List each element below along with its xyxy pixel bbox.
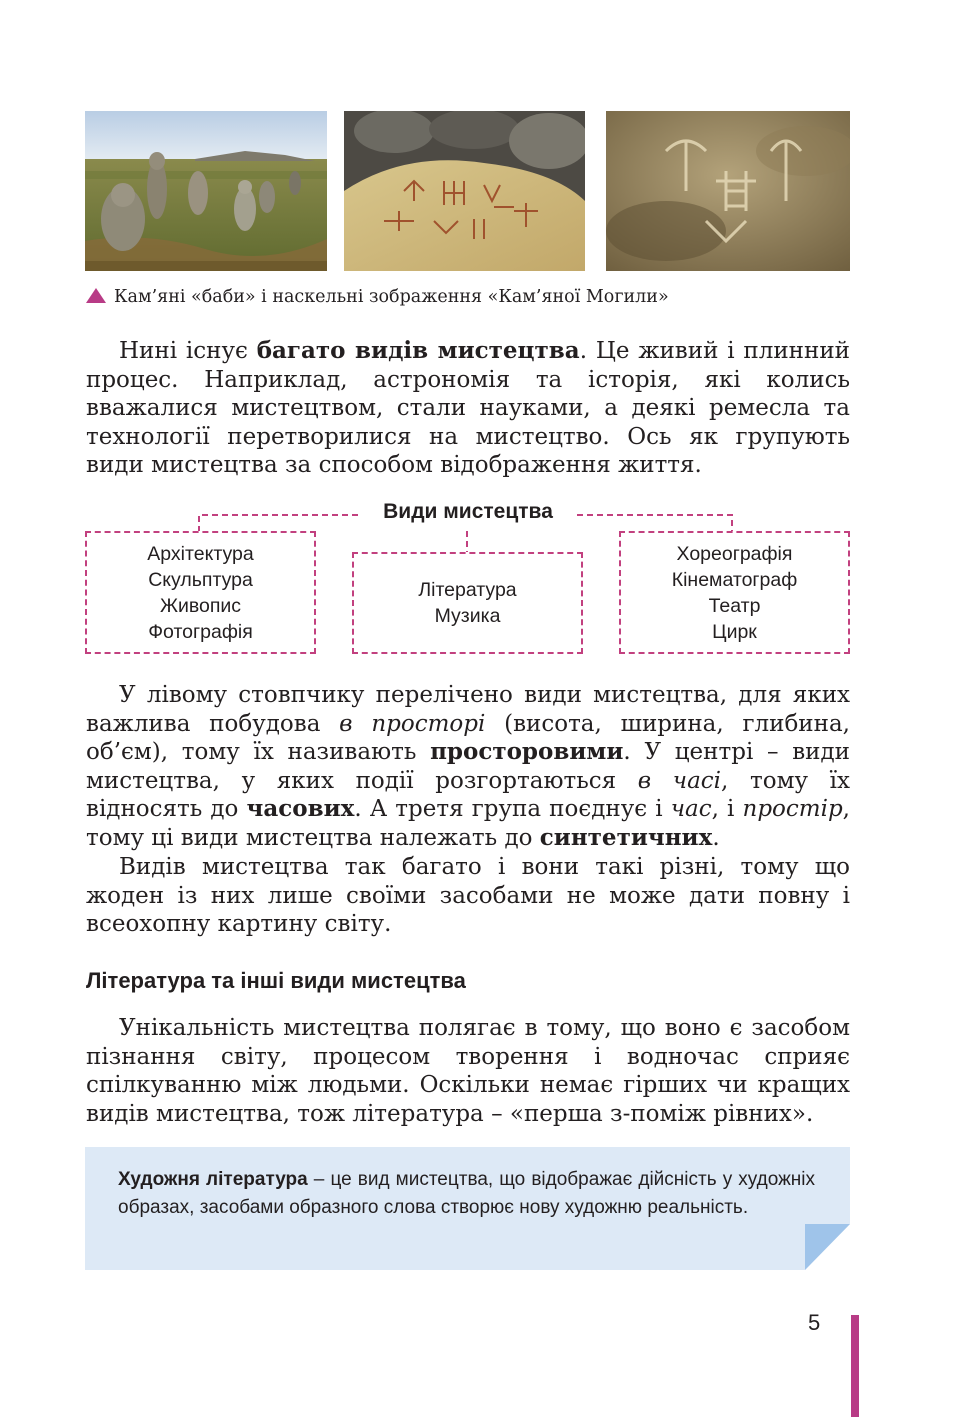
page-number: 5 bbox=[808, 1310, 821, 1335]
paragraph-2: У лівому стовпчику перелічено види мистецтва, для яких важлива побудова в просторі (висота, ширина, глибина, об’єм), тому їх називають просторовими. У центрі – види мистецтва, у яких події розгортаються в часі, тому їх відносять до часових. А третя група поєднує і час, і простір, тому ці види мистецтва належать до синтетичних. bbox=[86, 682, 850, 851]
spatial-arts-box bbox=[85, 531, 316, 654]
list-item: Театр bbox=[708, 594, 761, 617]
paragraph-3: Видів мистецтва так багато і вони такі різні, тому що жоден із них лише своїми засобами не може дати повну і всеохопну картину світу. bbox=[86, 854, 850, 938]
definition-text: Художня література – це вид мистецтва, що відображає дійсність у художніх образах, засобами образного слова створює нову художню реальність. bbox=[118, 1169, 816, 1218]
caption-text: Кам’яні «баби» і наскельні зображення «Кам’яної Могили» bbox=[114, 287, 669, 307]
list-item: Музика bbox=[434, 605, 501, 627]
list-item: Архітектура bbox=[147, 542, 254, 565]
diagram-title: Види мистецтва bbox=[383, 500, 553, 523]
section-heading: Література та інші види мистецтва bbox=[86, 968, 466, 993]
list-item: Фотографія bbox=[148, 620, 253, 643]
temporal-arts-box bbox=[352, 552, 583, 654]
list-item: Живопис bbox=[159, 594, 242, 617]
list-item: Скульптура bbox=[148, 568, 253, 591]
page-fold-icon bbox=[805, 1224, 850, 1270]
synthetic-arts-box bbox=[619, 531, 850, 654]
list-item: Кінематограф bbox=[671, 568, 798, 591]
bold-term: багато видів мистецтва bbox=[256, 337, 580, 364]
list-item: Література bbox=[418, 579, 517, 601]
list-item: Цирк bbox=[712, 620, 757, 643]
paragraph-1: Нині існує багато видів мистецтва. Це живий і плинний процес. Наприклад, астрономія та історія, які колись вважалися мистецтвом, стали науками, а деякі ремесла та технології перетворилися на мистецтво. Ось як групують види мистецтва за способом відображення життя. bbox=[86, 337, 850, 479]
page-accent-bar bbox=[851, 1315, 859, 1417]
paragraph-4: Унікальність мистецтва полягає в тому, що воно є засобом пізнання світу, процесом творення і водночас сприяє спілкуванню між людьми. Оскільки немає гірших чи кращих видів мистецтва, тож література – «перша з-поміж рівних». bbox=[86, 1015, 850, 1127]
definition-term: Художня література bbox=[118, 1169, 308, 1190]
list-item: Хореографія bbox=[676, 542, 793, 565]
